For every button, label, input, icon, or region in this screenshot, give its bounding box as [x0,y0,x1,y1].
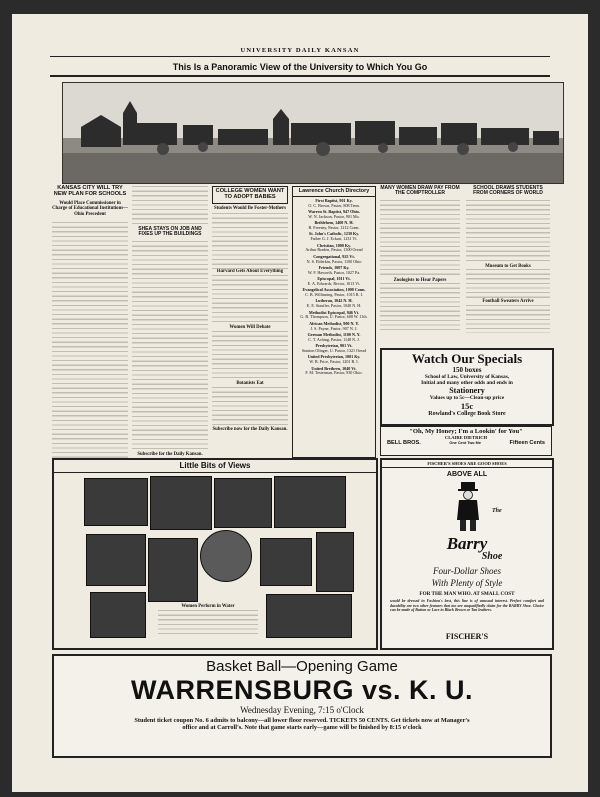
church-name: Christian, 1000 Ky. [317,242,351,248]
church-pastor: C. T. Aching, Pastor, 1148 N. J. [308,336,360,342]
church-name: Warren St. Baptist, 947 Ohio. [308,208,360,214]
article-college-women [212,186,288,469]
church-name: Methodist Episcopal, 946 Vt. [308,309,360,315]
article-body-text [466,305,550,333]
article-headline: KANSAS CITY WILL TRY NEW PLAN FOR SCHOOLS [53,185,127,197]
church-name: First Baptist, 901 Ky. [315,197,353,203]
subscribe-note: Subscribe for the Daily Kansan. [137,451,203,457]
view-photo [150,476,212,530]
view-photo [148,538,198,602]
views-title: Little Bits of Views [54,460,376,473]
article-subhead: Women Will Debate [229,325,271,331]
church-name: United Brethren, 1040 Vt. [311,365,357,371]
church-name: St. John's Catholic, 1230 Ky. [308,231,360,237]
caption-body [158,610,258,634]
specials-line: School of Law, University of Kansas, [424,373,510,380]
specials-title: Watch Our Specials [411,351,523,366]
church-pastor: B. Freeney, Pastor, 1212 Conn. [308,224,360,230]
article-women-pay [380,186,460,346]
church-name: Evangelical Association, 1000 Conn. [302,287,366,293]
barry-shoe-ad [380,458,554,650]
church-pastor: Stanton Olinger, U. Pastor, 1321 Oread [301,348,367,354]
church-pastor: J. S. Payne, Pastor, 907 N. J. [310,325,358,331]
church-pastor: W. F. Haworth, Pastor, 1027 Pa. [307,269,361,275]
directory-title: Lawrence Church Directory [293,189,375,197]
view-photo [84,478,148,526]
shoe-tagline: Four-Dollar Shoes [432,566,502,576]
church-name: Presbyterian, 901 Vt. [315,343,353,349]
article-body-text [212,331,288,381]
article-body-text [466,269,550,299]
church-name: Lutheran, 1042 N. H. [315,298,353,304]
article-headline: COLLEGE WOMEN WANT TO ADOPT BABIES [212,186,288,204]
church-pastor: Father G. J. Eckart, 1231 Vt. [310,236,358,242]
masthead-rule [50,56,550,57]
article-body-text [380,200,460,278]
article-body-text [212,387,288,425]
article-body-text [212,275,288,325]
song-artist: CLAIRE DIETRICH [444,435,488,440]
church-list [293,199,375,376]
shoe-ad-topline: FISCHER'S SHOES ARE GOOD SHOES [382,460,552,468]
church-pastor: G. B. Thompson, U. Pastor, 608 W. 11th. [300,314,368,320]
church-pastor: W. N. Jackson, Pastor, 901 Mo. [308,213,360,219]
church-name: Bethlehem, 1400 N. H. [314,220,354,226]
song-title: "Oh, My Honey; I'm a Lookin' for You" [409,428,523,435]
church-name: African Methodist, 900 N. Y. [309,320,359,326]
church-pastor: O. C. Brown, Pastor, 808 Tenn. [308,202,360,208]
article-body-text [466,200,550,264]
article-subhead: Museum to Get Books [485,263,531,269]
basketball-ticket-info: Student ticket coupon No. 6 admits to balcony—all lower floor reserved. TICKETS 50 CENTS. Get tickets now at Manager's [134,717,470,724]
view-photo [266,594,352,638]
article-subhead: Zoologists to Hear Papers [393,277,447,283]
song-seller: BELL BROS. [387,440,421,446]
specials-line: Values up to 5c—Clean-up price [429,394,505,401]
church-pastor: C. B. Wilfinning, Pastor, 1015 R. I. [305,292,363,298]
article-subhead: Harvard Gets About Everything [216,269,284,275]
church-pastor: E. A. Edwards, Rector, 1013 Vt. [307,280,361,286]
church-pastor: F. M. Testerman, Pastor, 930 Ohio. [305,370,363,376]
article-headline: SHEA STAYS ON JOB AND FIXES UP THE BUILDINGS [138,226,202,238]
church-name: Congregational, 925 Vt. [313,253,355,259]
article-shea [132,186,208,469]
song-note: One Cent Two Me [449,441,481,445]
article-headline: MANY WOMEN DRAW PAY FROM THE COMPTROLLER [380,185,460,197]
song-price: Fifteen Cents [509,440,545,446]
basketball-matchup: WARRENSBURG vs. K. U. [130,675,474,705]
specials-line: Stationery [449,385,485,395]
newspaper-page [12,14,588,792]
views-caption [158,604,258,634]
church-pastor: E. E. Stauffer, Pastor, 1040 N. H. [306,303,362,309]
article-headline: SCHOOL DRAWS STUDENTS FROM CORNERS OF WORLD [473,185,543,197]
article-subhead: Students Would Be Foster-Mothers [213,205,287,211]
specials-ad [380,348,554,426]
shoe-tagline: FOR THE MAN WHO. AT SMALL COST [419,591,515,597]
brand-name: Barry [446,534,488,553]
specials-line: Initial and many other odds and ends in [421,379,513,386]
specials-price: 15c [460,400,474,411]
view-photo-oval [200,530,252,582]
article-school-draws [466,186,550,346]
view-photo [274,476,346,528]
church-pastor: N. S. Elderkin, Pastor, 1100 Ohio [306,258,362,264]
specials-line: 150 boxes [452,365,482,374]
view-photo [260,538,312,586]
church-pastor: Arthur Braden, Pastor, 1300 Oread [305,247,363,253]
article-body-text [132,186,208,224]
subscribe-note: Subscribe now for the Daily Kansan. [212,426,288,432]
church-name: German Methodist, 1100 N. Y. [307,332,361,338]
article-body-text [212,213,288,269]
church-directory [292,186,376,458]
article-subhead: Botanists Eat [236,380,264,386]
basketball-ad [52,654,552,758]
shoe-ad-above: ABOVE ALL [446,471,488,478]
basketball-time: Wednesday Evening, 7:15 o'Clock [240,705,364,715]
article-body-text [52,222,128,458]
view-photo [86,534,146,586]
article-subhead: Football Sweaters Arrive [482,299,534,305]
brand-the: The [492,508,502,514]
church-pastor: W. B. Price, Pastor, 1201 R. I. [309,359,359,365]
masthead: UNIVERSITY DAILY KANSAN [240,47,360,54]
brand-name-shoe: Shoe [481,551,503,562]
shoe-tagline: With Plenty of Style [431,578,503,588]
basketball-title: Basket Ball—Opening Game [206,658,398,675]
gentleman-figure-icon [452,480,484,532]
view-photo [90,592,146,638]
panorama-banner: This Is a Panoramic View of the University to Which You Go [172,62,428,72]
church-name: Episcopal, 1011 Vt. [317,276,351,282]
basketball-ticket-info: office and at Carroll's. Note that game starts early—game will be finished by 8:15 o'clock [182,724,422,731]
panorama-photo [62,82,564,184]
song-ad [380,426,552,456]
article-body-text [132,241,208,449]
view-photo [316,532,354,592]
specials-store: Rowland's College Book Store [428,410,506,417]
view-photo [214,478,272,528]
shoe-ad-body: would be dressed in Fashion's best, this line is of unusual interest. Perfect comfort and durability are two other features that too are unqualifiedly claim for the BARRY Shoe. Choice can be made of Button or Lace in Black Brown or Tan leathers. [390,599,544,612]
views-photo-section [52,458,378,650]
banner-rule [50,75,550,77]
article-kansas-city [52,186,128,469]
article-body-text [380,283,460,333]
shoe-ad-store: FISCHER'S [445,632,489,641]
article-subhead: Would Place Commissioner in Charge of Educational Institutions—Ohio Precedent [52,200,128,218]
church-name: Friends, 1007 Ky. [318,264,350,270]
caption-head: Women Perform in Water [181,604,235,609]
campus-skyline-image [63,83,563,183]
church-name: United Presbyterian, 1001 Ky. [307,354,361,360]
